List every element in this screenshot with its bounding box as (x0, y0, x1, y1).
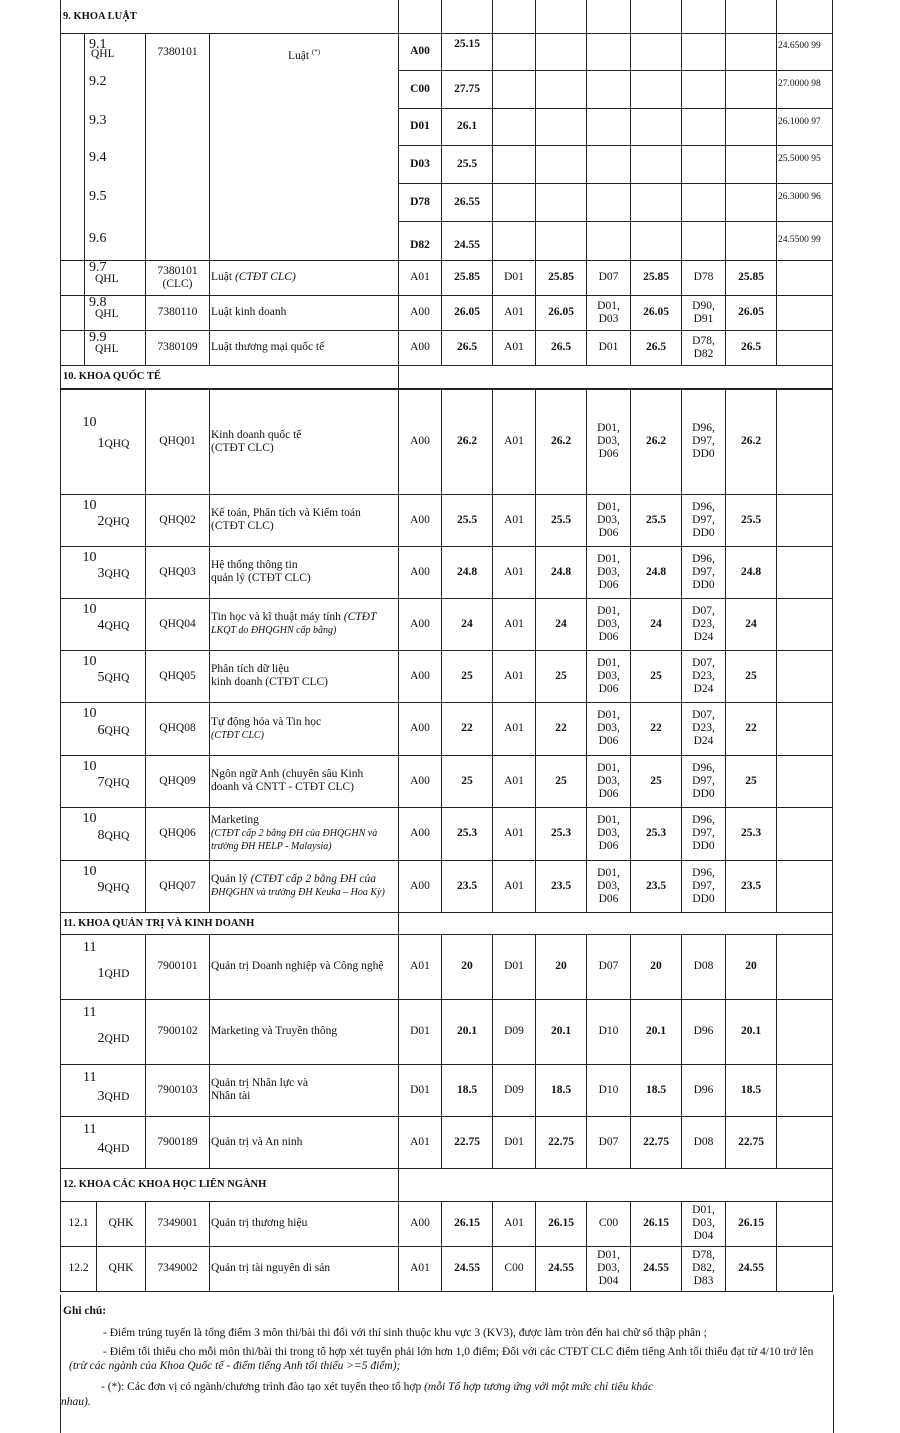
table-row (61, 598, 833, 650)
combo: D08 (682, 934, 726, 999)
score: 18.5 (442, 1064, 493, 1116)
major-name: Luật (*) (210, 33, 399, 260)
combo: A00 (399, 755, 442, 807)
combo: A01 (493, 546, 536, 598)
score: 25.3 (631, 807, 682, 860)
major-name: Tự động hóa và Tin học (CTĐT CLC) (210, 702, 399, 755)
row-number-cell: 10 (61, 702, 97, 755)
score: 24.8 (631, 546, 682, 598)
row-number-cell: 10 (61, 546, 97, 598)
score: 18.5 (631, 1064, 682, 1116)
combo-cell: D01, D03, D06 (587, 807, 631, 860)
score: 26.15 (442, 1201, 493, 1246)
unit-cell: 8QHQ (97, 807, 146, 860)
unit-cell: 3QHD (97, 1064, 146, 1116)
unit-cell: 9QHQ (97, 860, 146, 912)
score: 24.55 (442, 1246, 493, 1291)
score: 22.75 (726, 1116, 777, 1168)
major-name: Quản trị và An ninh (210, 1116, 399, 1168)
score: 24 (442, 598, 493, 650)
unit-cell: 7QHQ (97, 755, 146, 807)
score: 24.55 (442, 221, 493, 260)
score: 26.2 (726, 389, 777, 494)
combo: D78 (399, 183, 442, 221)
score: 24.8 (726, 546, 777, 598)
score: 20.1 (536, 999, 587, 1064)
major-name: Quản lý (CTĐT cấp 2 bằng ĐH của ĐHQGHN và trường ĐH Keuka – Hoa Kỳ) (210, 860, 399, 912)
combo: A01 (493, 494, 536, 546)
combo: A00 (399, 650, 442, 702)
table-row: 9.9 QHL 7380109 Luật thương mại quốc tế A00 26.5 A01 26.5 D01 26.5 D78, D82 26.5 (61, 330, 833, 365)
combo-cell: D07, D23, D24 (682, 598, 726, 650)
major-code: 7349002 (146, 1246, 210, 1291)
major-code: QHQ06 (146, 807, 210, 860)
note (777, 807, 833, 860)
score: 26.2 (536, 389, 587, 494)
note-line: (trừ các ngành của Khoa Quốc tế - điểm tiếng Anh tối thiểu >=5 điểm); (69, 1360, 401, 1372)
note: 25.5000 95 (777, 145, 833, 183)
score: 25.5 (442, 494, 493, 546)
unit-cell: QHK (97, 1246, 146, 1291)
table-row (61, 1116, 833, 1168)
combo-cell: C00 (587, 1201, 631, 1246)
major-code: QHQ01 (146, 389, 210, 494)
score: 25 (536, 650, 587, 702)
major-code: QHQ07 (146, 860, 210, 912)
combo-cell: D96, D97, DD0 (682, 546, 726, 598)
row-number: 9.6 (89, 230, 107, 246)
score: 22 (442, 702, 493, 755)
table-row (61, 494, 833, 546)
combo: D09 (493, 999, 536, 1064)
unit-cell: 1QHD (97, 934, 146, 999)
combo-cell: D01, D03, D06 (587, 702, 631, 755)
combo: D01 (399, 108, 442, 145)
major-code: QHQ05 (146, 650, 210, 702)
row-number: 9.4 (89, 149, 107, 165)
law-stt-cell (85, 33, 146, 260)
score: 22.75 (536, 1116, 587, 1168)
major-code: 7349001 (146, 1201, 210, 1246)
table-row (61, 1246, 833, 1291)
major-name: Quản trị Nhân lực và Nhân tài (210, 1064, 399, 1116)
score: 25 (442, 650, 493, 702)
score: 25.3 (442, 807, 493, 860)
row-number-cell: 10 (61, 650, 97, 702)
row-number: 9.7 QHL (85, 260, 146, 295)
combo: A00 (399, 807, 442, 860)
note: 24.5500 99 (777, 221, 833, 260)
combo: A01 (493, 598, 536, 650)
note (777, 702, 833, 755)
section-title: 10. KHOA QUỐC TẾ (61, 365, 399, 388)
major-code: 7900102 (146, 999, 210, 1064)
score: 25 (631, 755, 682, 807)
row-number: 9.5 (89, 188, 107, 204)
note (777, 650, 833, 702)
combo: C00 (493, 1246, 536, 1291)
major-name: Quản trị Doanh nghiệp và Công nghệ (210, 934, 399, 999)
row-number-cell: 10 (61, 494, 97, 546)
row-number-cell: 10 (61, 860, 97, 912)
combo: D01 (493, 1116, 536, 1168)
unit-cell: QHK (97, 1201, 146, 1246)
major-name: Marketing và Truyền thông (210, 999, 399, 1064)
combo: A00 (399, 546, 442, 598)
table-row (61, 650, 833, 702)
row-number: 9.3 (89, 112, 107, 128)
unit-cell: 3QHQ (97, 546, 146, 598)
note: 26.3000 96 (777, 183, 833, 221)
note (777, 1246, 833, 1291)
table-row (61, 546, 833, 598)
table-row: 9.7 QHL 7380101 (CLC) Luật (CTĐT CLC) A01 25.85 D01 25.85 D07 25.85 D78 25.85 (61, 260, 833, 295)
row-number-cell: 12.1 (61, 1201, 97, 1246)
major-name: Kế toán, Phân tích và Kiểm toán (CTĐT CLC) (210, 494, 399, 546)
major-name: Quản trị tài nguyên di sản (210, 1246, 399, 1291)
combo-cell: D01, D03, D06 (587, 389, 631, 494)
combo: D10 (587, 1064, 631, 1116)
row-number: 9.1 (89, 36, 107, 52)
score: 26.15 (536, 1201, 587, 1246)
combo: D08 (682, 1116, 726, 1168)
combo-cell: D96, D97, DD0 (682, 755, 726, 807)
note (777, 389, 833, 494)
major-code: QHQ04 (146, 598, 210, 650)
combo-cell: D01, D03, D06 (587, 755, 631, 807)
score: 23.5 (442, 860, 493, 912)
combo: A00 (399, 33, 442, 70)
score: 24.55 (536, 1246, 587, 1291)
table-row (61, 755, 833, 807)
note (777, 755, 833, 807)
note (777, 494, 833, 546)
combo-cell: D01, D03, D06 (587, 546, 631, 598)
score: 20.1 (631, 999, 682, 1064)
unit-cell: 4QHQ (97, 598, 146, 650)
combo-cell: D01, D03, D04 (682, 1201, 726, 1246)
notes-section (60, 1295, 834, 1433)
row-number-cell: 12.2 (61, 1246, 97, 1291)
score: 20 (442, 934, 493, 999)
note-line: - (*): Các đơn vị có ngành/chương trình đào tạo xét tuyển theo tổ hợp (mỗi Tổ hợp tương ứng với một mức chỉ tiêu khác (101, 1381, 653, 1393)
score: 25 (726, 650, 777, 702)
combo: A00 (399, 494, 442, 546)
score: 22.75 (442, 1116, 493, 1168)
row-number-cell: 11 (61, 1064, 97, 1116)
combo: D07 (587, 934, 631, 999)
unit-cell: 2QHD (97, 999, 146, 1064)
score: 25.3 (536, 807, 587, 860)
major-name: Hệ thống thông tin quản lý (CTĐT CLC) (210, 546, 399, 598)
combo: A00 (399, 1201, 442, 1246)
combo-cell: D01, D03, D06 (587, 650, 631, 702)
score: 25.5 (442, 145, 493, 183)
note: 27.0000 98 (777, 70, 833, 108)
score: 24.55 (631, 1246, 682, 1291)
combo-cell: D01, D03, D06 (587, 494, 631, 546)
score: 24.8 (536, 546, 587, 598)
combo-cell: D01, D03, D06 (587, 598, 631, 650)
note (777, 598, 833, 650)
row-number-cell: 11 (61, 1116, 97, 1168)
score: 23.5 (726, 860, 777, 912)
score: 25.5 (536, 494, 587, 546)
combo: A01 (399, 1246, 442, 1291)
note-line: nhau). (61, 1396, 91, 1408)
combo-cell: D01, D03, D06 (587, 860, 631, 912)
score: 20.1 (726, 999, 777, 1064)
combo: A01 (493, 389, 536, 494)
combo-cell: D96, D97, DD0 (682, 389, 726, 494)
combo: A01 (493, 860, 536, 912)
row-number: 9.2 (89, 73, 107, 89)
row-number-cell: 10 (61, 755, 97, 807)
combo: D01 (399, 1064, 442, 1116)
major-name: Kinh doanh quốc tế (CTĐT CLC) (210, 389, 399, 494)
note (777, 860, 833, 912)
note (777, 934, 833, 999)
row-number-cell: 10 (61, 807, 97, 860)
unit-cell: 5QHQ (97, 650, 146, 702)
unit-code: QHL (91, 47, 115, 60)
score: 26.1 (442, 108, 493, 145)
score: 26.15 (631, 1201, 682, 1246)
combo: D10 (587, 999, 631, 1064)
score: 24.8 (442, 546, 493, 598)
score: 18.5 (536, 1064, 587, 1116)
major-name: Ngôn ngữ Anh (chuyên sâu Kinh doanh và CNTT - CTĐT CLC) (210, 755, 399, 807)
combo: A01 (493, 755, 536, 807)
major-name: Luật (CTĐT CLC) (210, 260, 399, 295)
table-row (61, 934, 833, 999)
note-line: - Điểm tối thiểu cho mỗi môn thi/bài thi trong tổ hợp xét tuyển phải lớn hơn 1,0 điểm; Đối với các CTĐT CLC điểm tiếng Anh tối thiểu đạt từ 4/10 trở lên (103, 1346, 814, 1358)
row-number-cell: 10 (61, 598, 97, 650)
score: 20.1 (442, 999, 493, 1064)
note (777, 999, 833, 1064)
combo-cell: D96, D97, DD0 (682, 807, 726, 860)
combo: D03 (399, 145, 442, 183)
admission-score-table (60, 0, 832, 1292)
unit-cell: 2QHQ (97, 494, 146, 546)
score: 22 (631, 702, 682, 755)
section-title: 9. KHOA LUẬT (61, 0, 399, 33)
score: 20 (536, 934, 587, 999)
major-code: QHQ08 (146, 702, 210, 755)
combo: A00 (399, 389, 442, 494)
major-code: 7900101 (146, 934, 210, 999)
note (777, 1064, 833, 1116)
combo: D82 (399, 221, 442, 260)
combo: A00 (399, 860, 442, 912)
major-code: 7380101 (CLC) (146, 260, 210, 295)
combo: A00 (399, 598, 442, 650)
combo: A01 (493, 807, 536, 860)
combo-cell: D07, D23, D24 (682, 650, 726, 702)
score: 26.2 (631, 389, 682, 494)
score: 18.5 (726, 1064, 777, 1116)
score: 25.15 (442, 33, 493, 70)
score: 24.55 (726, 1246, 777, 1291)
table-row (61, 702, 833, 755)
table-row (61, 999, 833, 1064)
combo: A01 (399, 934, 442, 999)
score: 25.5 (726, 494, 777, 546)
major-code: QHQ09 (146, 755, 210, 807)
major-name: Marketing (CTĐT cấp 2 bằng ĐH của ĐHQGHN và trường ĐH HELP - Malaysia) (210, 807, 399, 860)
major-code: QHQ03 (146, 546, 210, 598)
combo: A01 (399, 1116, 442, 1168)
section-title: 11. KHOA QUẢN TRỊ VÀ KINH DOANH (61, 912, 399, 934)
combo: A01 (493, 650, 536, 702)
note-line: - Điểm trúng tuyển là tổng điểm 3 môn thi/bài thi đối với thí sinh thuộc khu vực 3 (KV3), được làm tròn đến hai chữ số thập phân ; (103, 1327, 707, 1339)
row-number-cell: 11 (61, 999, 97, 1064)
score: 22.75 (631, 1116, 682, 1168)
combo-cell: D78, D82, D83 (682, 1246, 726, 1291)
major-code: 7900103 (146, 1064, 210, 1116)
score: 25.3 (726, 807, 777, 860)
major-name: Phân tích dữ liệu kinh doanh (CTĐT CLC) (210, 650, 399, 702)
score: 27.75 (442, 70, 493, 108)
row-number-cell: 11 (61, 934, 97, 999)
note: 26.1000 97 (777, 108, 833, 145)
combo-cell: D01, D03, D04 (587, 1246, 631, 1291)
score: 26.55 (442, 183, 493, 221)
score: 20 (631, 934, 682, 999)
major-name: Tin học và kĩ thuật máy tính (CTĐT LKQT do ĐHQGHN cấp bằng) (210, 598, 399, 650)
table-row (61, 1201, 833, 1246)
combo: A01 (493, 702, 536, 755)
unit-cell: 6QHQ (97, 702, 146, 755)
score: 26.15 (726, 1201, 777, 1246)
score: 22 (726, 702, 777, 755)
major-code: 7380101 (146, 33, 210, 260)
major-code: QHQ02 (146, 494, 210, 546)
combo: D09 (493, 1064, 536, 1116)
unit-cell: 1QHQ (97, 389, 146, 494)
score: 25.5 (631, 494, 682, 546)
score: 22 (536, 702, 587, 755)
combo: D96 (682, 999, 726, 1064)
combo-cell: D96, D97, DD0 (682, 494, 726, 546)
table-row (61, 807, 833, 860)
score: 26.2 (442, 389, 493, 494)
score: 20 (726, 934, 777, 999)
combo: D01 (493, 934, 536, 999)
note (777, 546, 833, 598)
score: 24 (631, 598, 682, 650)
unit-cell: 4QHD (97, 1116, 146, 1168)
major-name: Quản trị thương hiệu (210, 1201, 399, 1246)
table-row (61, 1064, 833, 1116)
table-row (61, 860, 833, 912)
combo: A00 (399, 702, 442, 755)
row-number: 9.9 QHL (85, 330, 146, 365)
notes-title: Ghi chú: (63, 1305, 107, 1317)
table-row: 9.8 QHL 7380110 Luật kinh doanh A00 26.05 A01 26.05 D01, D03 26.05 D90, D91 26.05 (61, 295, 833, 330)
combo: A01 (493, 1201, 536, 1246)
row-number: 9.8 QHL (85, 295, 146, 330)
major-code: 7900189 (146, 1116, 210, 1168)
note: 24.6500 99 (777, 33, 833, 70)
combo-cell: D07, D23, D24 (682, 702, 726, 755)
combo: D07 (587, 1116, 631, 1168)
score: 24 (726, 598, 777, 650)
note (777, 1201, 833, 1246)
score: 23.5 (536, 860, 587, 912)
score: 25 (631, 650, 682, 702)
score: 25 (726, 755, 777, 807)
note (777, 1116, 833, 1168)
combo: C00 (399, 70, 442, 108)
score: 25 (536, 755, 587, 807)
combo: D96 (682, 1064, 726, 1116)
section-title: 12. KHOA CÁC KHOA HỌC LIÊN NGÀNH (61, 1168, 399, 1201)
score: 25 (442, 755, 493, 807)
row-number-cell: 10 (61, 389, 97, 494)
score: 23.5 (631, 860, 682, 912)
score: 24 (536, 598, 587, 650)
combo: D01 (399, 999, 442, 1064)
table-row (61, 389, 833, 494)
combo-cell: D96, D97, DD0 (682, 860, 726, 912)
